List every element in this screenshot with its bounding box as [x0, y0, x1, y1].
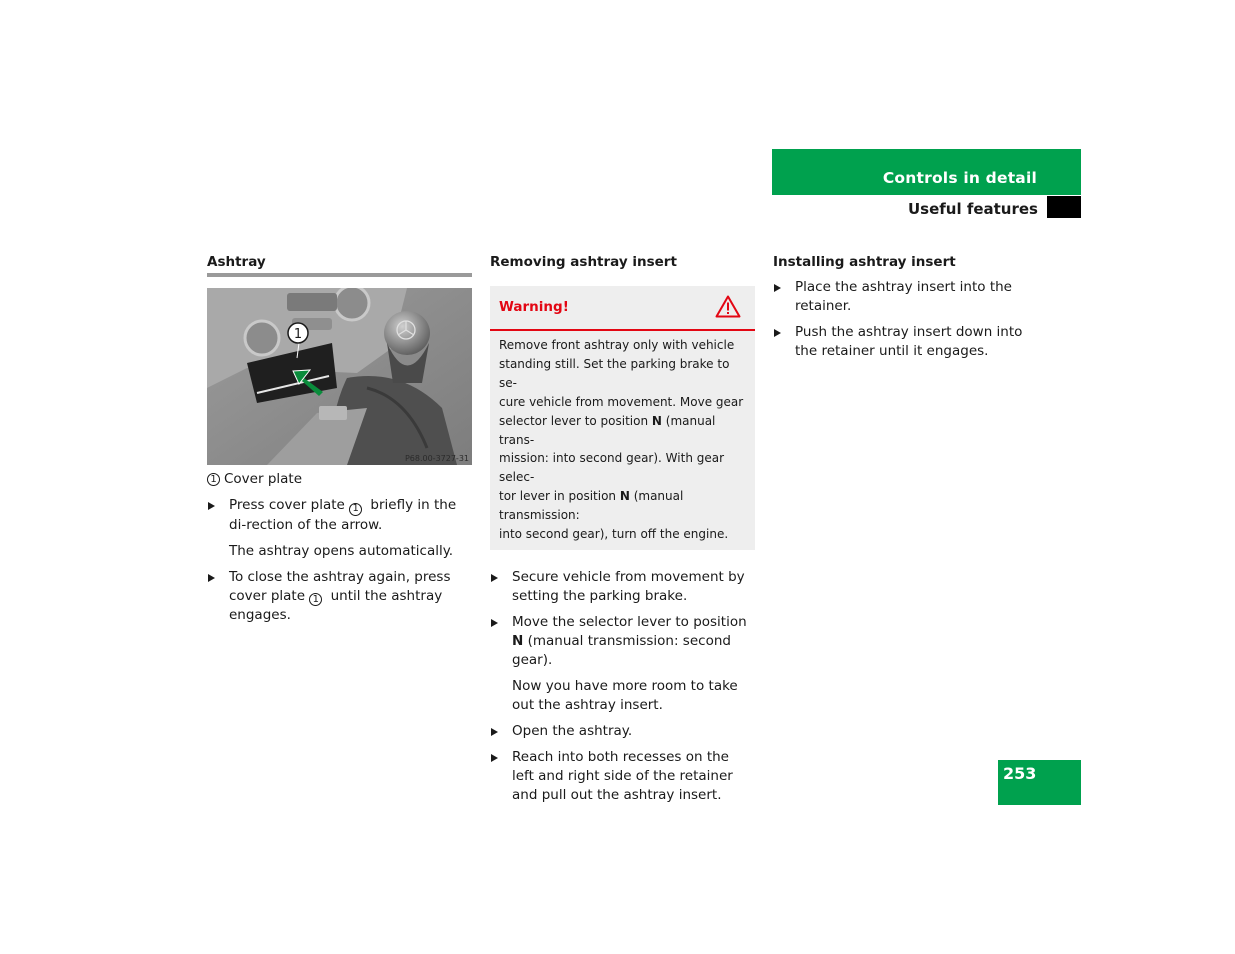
ashtray-steps	[207, 496, 472, 625]
step-pull-out-insert: Reach into both recesses on the left and right side of the retainer and pull out the ashtray insert.	[490, 748, 755, 805]
bullet-triangle-icon	[491, 728, 498, 736]
caption-number: 1	[207, 473, 220, 486]
heading-rule	[207, 273, 472, 277]
installing-steps	[773, 278, 1038, 361]
removing-column	[490, 253, 755, 812]
ashtray-column	[207, 253, 472, 632]
page-number-box	[998, 760, 1081, 805]
installing-column	[773, 253, 1038, 368]
caption-text: Cover plate	[224, 471, 303, 487]
photo-callout-1: 1	[293, 327, 303, 342]
removing-heading: Removing ashtray insert	[490, 254, 677, 270]
note-opens: The ashtray opens automatically.	[229, 542, 454, 559]
bullet-triangle-icon	[491, 619, 498, 627]
ref-number: 1	[309, 593, 322, 606]
bullet-triangle-icon	[208, 502, 215, 510]
step-secure-vehicle: Secure vehicle from movement by setting the parking brake.	[490, 568, 755, 606]
removing-steps	[490, 568, 755, 805]
installing-heading: Installing ashtray insert	[773, 254, 956, 270]
bullet-triangle-icon	[774, 284, 781, 292]
note-more-room: Now you have more room to take out the ashtray insert.	[512, 677, 738, 713]
warning-triangle-icon	[715, 295, 741, 324]
ashtray-heading: Ashtray	[207, 254, 266, 270]
section-marker	[1047, 196, 1081, 218]
bullet-triangle-icon	[774, 329, 781, 337]
warning-header	[490, 286, 755, 331]
ashtray-photo	[207, 288, 472, 465]
step-open-ashtray: Open the ashtray.	[490, 722, 755, 741]
ref-number: 1	[349, 503, 362, 516]
image-code: P68.00-3727-31	[404, 454, 469, 463]
warning-box	[490, 286, 755, 550]
bullet-triangle-icon	[208, 574, 215, 582]
photo-caption	[207, 470, 472, 489]
warning-label: Warning!	[499, 299, 569, 315]
step-place-insert: Place the ashtray insert into the retainer.	[773, 278, 1038, 316]
chapter-header-bar	[772, 149, 1081, 195]
bullet-triangle-icon	[491, 574, 498, 582]
step-move-selector: Move the selector lever to position N (manual transmission: second gear).	[490, 613, 755, 670]
step-push-insert: Push the ashtray insert down into the retainer until it engages.	[773, 323, 1038, 361]
page-number: 253	[1003, 764, 1037, 783]
bullet-triangle-icon	[491, 754, 498, 762]
step-close-ashtray: To close the ashtray again, press cover plate 1 until the ashtray engages.	[207, 568, 472, 626]
warning-text: Remove front ashtray only with vehicle standing still. Set the parking brake to se- cure vehicle from movement. Move gear selector lever to position N (manual trans- mission: into second gear). With gear selec- tor lever in position N (manual transmission: into second gear), turn off the engine.	[499, 338, 744, 542]
section-title: Useful features	[907, 200, 1038, 218]
chapter-title: Controls in detail	[882, 169, 1037, 187]
step-press-cover: Press cover plate 1 briefly in the di-rection of the arrow.	[207, 496, 472, 535]
